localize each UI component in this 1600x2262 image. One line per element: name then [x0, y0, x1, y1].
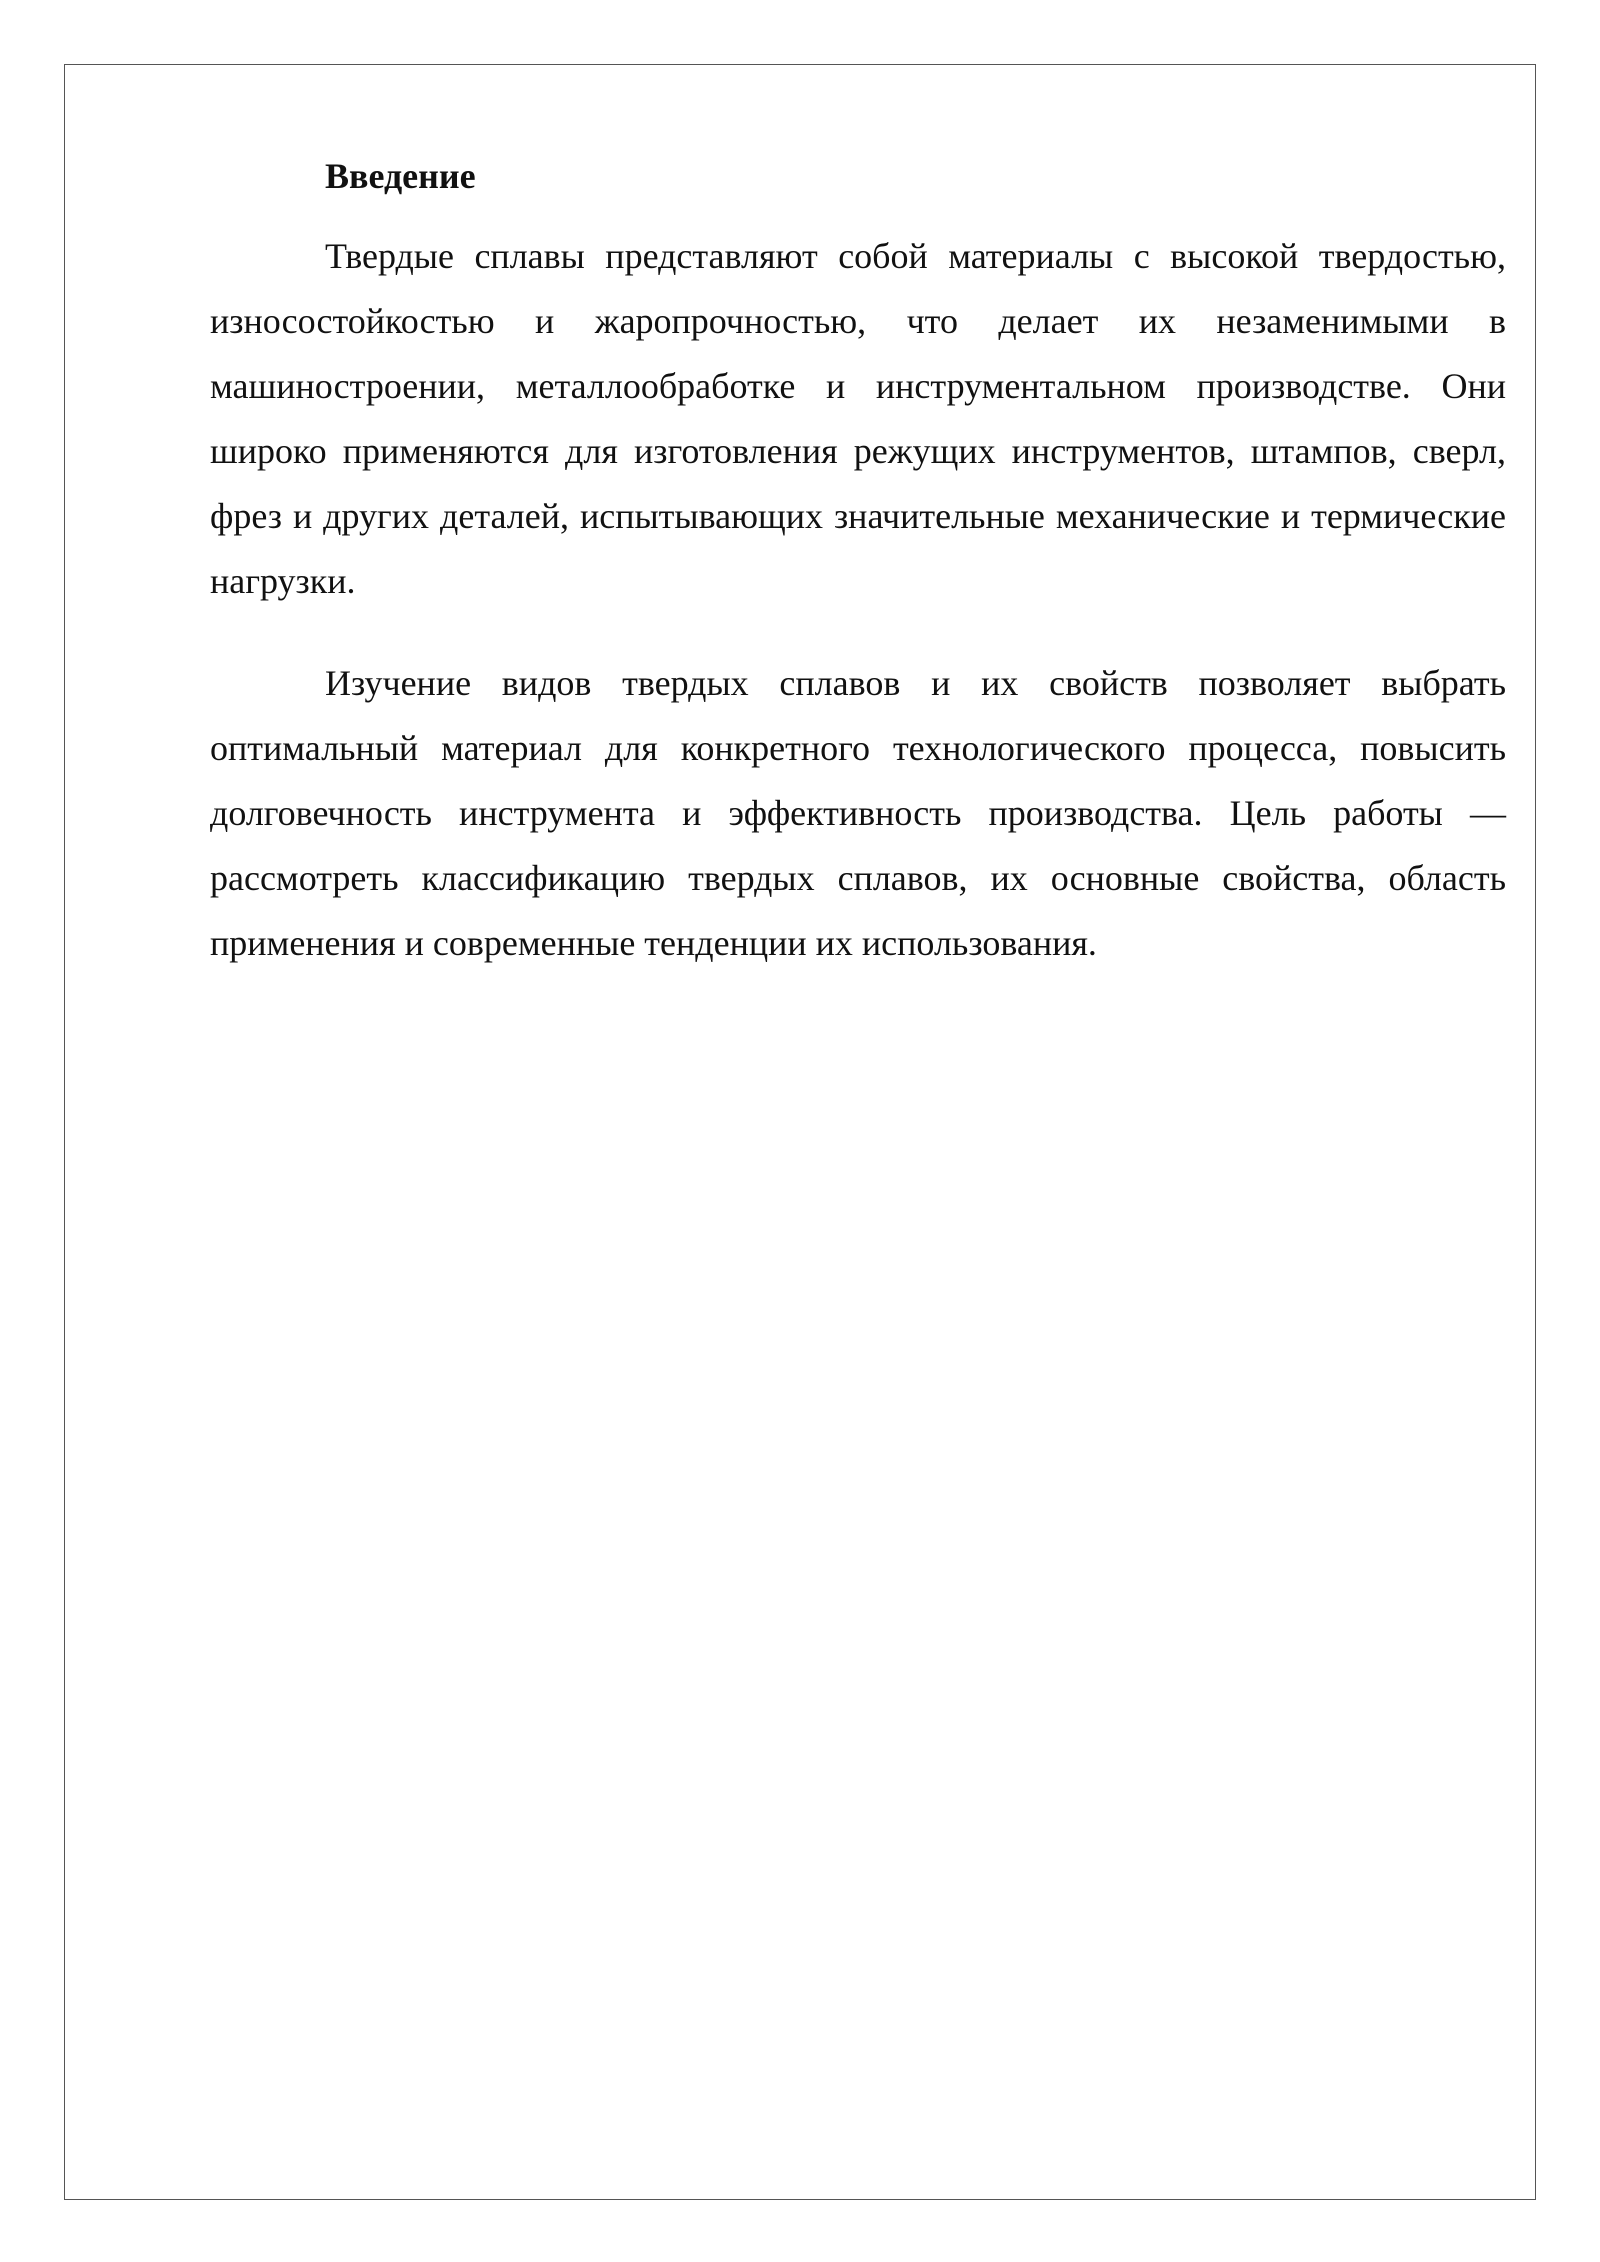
section-heading: Введение	[325, 156, 476, 196]
document-body	[210, 150, 1506, 1013]
paragraph: Твердые сплавы представляют собой материалы с высокой твердостью, износостойкостью и жаропрочностью, что делает их незаменимыми в машиностроении, металлообработке и инструментальном производстве. Они широко применяются для изготовления режущих инструментов, штампов, сверл, фрез и других деталей, испытывающих значительные механические и термические нагрузки.	[210, 236, 1506, 601]
paragraph: Изучение видов твердых сплавов и их свойств позволяет выбрать оптимальный материал для конкретного технологического процесса, повысить долговечность инструмента и эффективность производства. Цель работы — рассмотреть классификацию твердых сплавов, их основные свойства, область применения и современные тенденции их использования.	[210, 663, 1506, 963]
